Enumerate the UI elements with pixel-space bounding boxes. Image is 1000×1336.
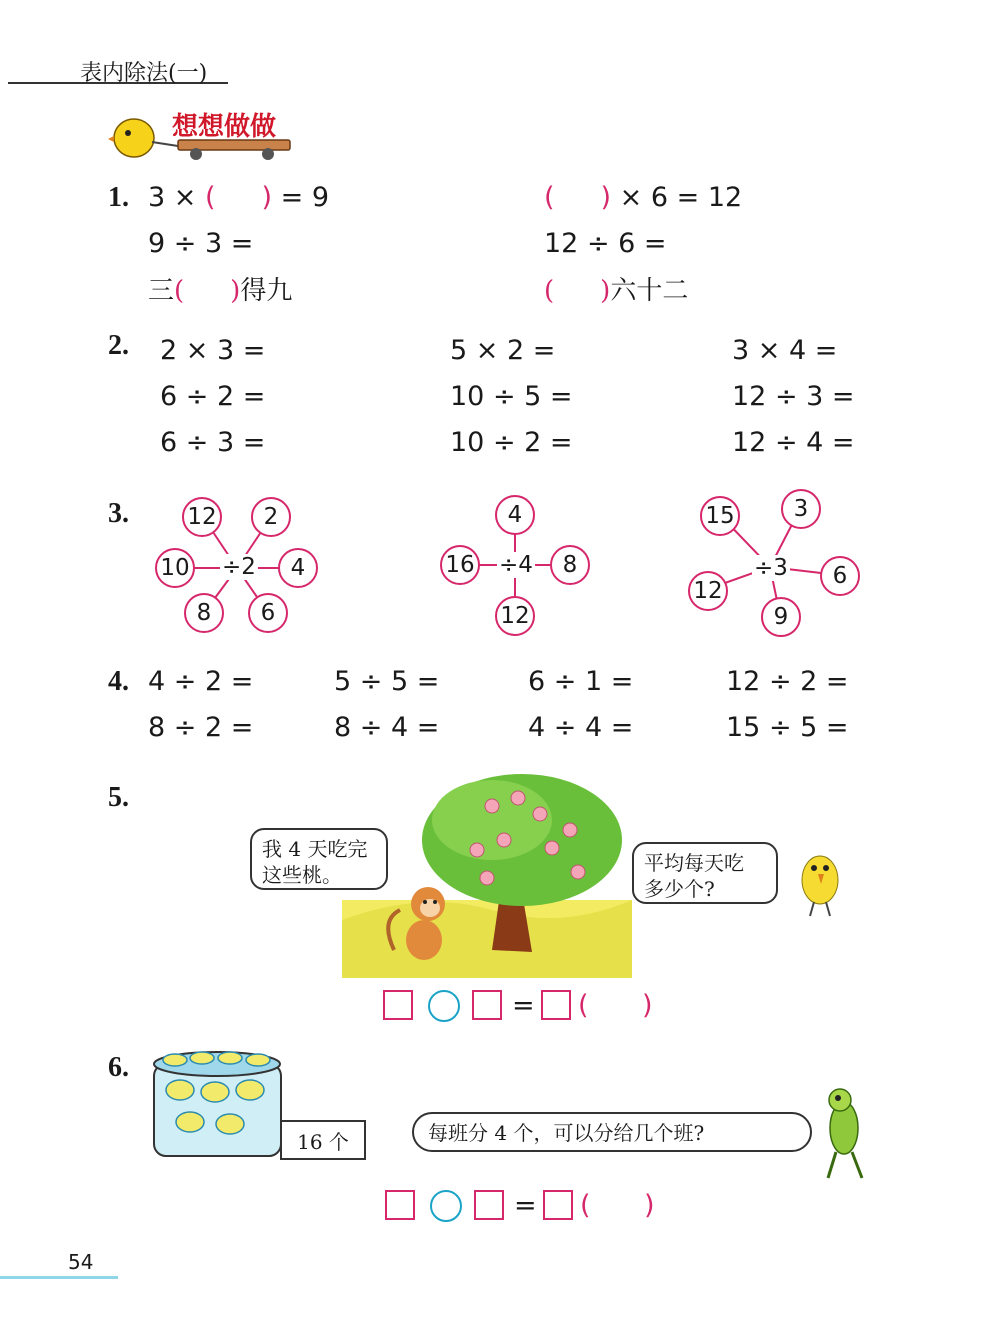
q1-item-3: 9 ÷ 3 =	[148, 228, 254, 259]
open-paren: (	[544, 276, 555, 306]
q6-unit-open-paren: (	[580, 1190, 591, 1221]
flower-1-petal: 8	[184, 593, 224, 633]
q5-answer-box[interactable]	[472, 990, 502, 1020]
q5-unit-close-paren: )	[642, 990, 653, 1021]
flower-3-petal: 6	[820, 556, 860, 596]
q6-equals: =	[514, 1190, 537, 1221]
q2-expr: 3 × 4 =	[732, 335, 838, 366]
close-paren: )	[230, 276, 241, 306]
q2-expr: 12 ÷ 3 =	[732, 381, 855, 412]
q4-expr: 6 ÷ 1 =	[528, 666, 634, 697]
flower-1-center: ÷2	[222, 554, 256, 580]
q4-expr: 4 ÷ 4 =	[528, 712, 634, 743]
q2-expr: 12 ÷ 4 =	[732, 427, 855, 458]
q4-expr: 12 ÷ 2 =	[726, 666, 849, 697]
chapter-title: 表内除法(一)	[80, 61, 208, 86]
flower-1-petal: 2	[251, 497, 291, 537]
q2-expr: 5 × 2 =	[450, 335, 556, 366]
flower-3-center: ÷3	[754, 555, 788, 581]
flower-1-petal: 10	[155, 548, 195, 588]
q3-number: 3.	[108, 498, 129, 529]
q6-number: 6.	[108, 1052, 129, 1083]
flower-3-petal: 3	[781, 489, 821, 529]
q2-expr: 10 ÷ 5 =	[450, 381, 573, 412]
q4-expr: 5 ÷ 5 =	[334, 666, 440, 697]
q2-number: 2.	[108, 330, 129, 361]
flower-3-petal: 12	[688, 571, 728, 611]
open-paren: (	[544, 182, 555, 213]
q4-expr: 15 ÷ 5 =	[726, 712, 849, 743]
close-paren: )	[600, 182, 612, 213]
q1-item-5	[148, 270, 292, 307]
q2-expr: 10 ÷ 2 =	[450, 427, 573, 458]
q4-expr: 8 ÷ 4 =	[334, 712, 440, 743]
q4-number: 4.	[108, 666, 129, 697]
flower-1-petal: 12	[182, 497, 222, 537]
flower-3-petal: 15	[700, 496, 740, 536]
bird-speech-line-1: 平均每天吃	[644, 851, 744, 875]
flower-2-center: ÷4	[499, 552, 533, 578]
grasshopper-speech-bubble: 每班分 4 个，可以分给几个班?	[412, 1112, 812, 1152]
q1-item-1	[148, 182, 329, 213]
q1-item-6	[544, 270, 688, 307]
q2-expr: 6 ÷ 3 =	[160, 427, 266, 458]
close-paren: )	[261, 182, 273, 213]
q1-item-1-result: = 9	[272, 182, 330, 213]
bird-speech-line-2: 多少个?	[644, 877, 715, 901]
flower-2-petal: 12	[495, 596, 535, 636]
page-number: 54	[68, 1250, 94, 1274]
monkey-speech-line-2: 这些桃。	[262, 863, 342, 887]
jar-label-tag	[280, 1120, 366, 1160]
footer-rule	[0, 1276, 118, 1279]
section-title: 想想做做	[172, 112, 277, 142]
q5-unit-open-paren: (	[578, 990, 589, 1021]
q5-number: 5.	[108, 782, 129, 813]
q6-answer-box[interactable]	[474, 1190, 504, 1220]
q1-item-2-result: × 6 = 12	[611, 182, 743, 213]
q4-expr: 8 ÷ 2 =	[148, 712, 254, 743]
monkey-speech-line-1: 我 4 天吃完	[262, 837, 368, 861]
monkey-speech-bubble	[250, 828, 388, 890]
jar-icon	[150, 1050, 285, 1160]
bird-icon	[786, 840, 854, 918]
q1-item-2	[544, 182, 742, 213]
flower-2-petal: 16	[440, 545, 480, 585]
bird-speech-bubble	[632, 842, 778, 904]
q1-item-5-text: 三	[148, 276, 175, 306]
open-paren: (	[204, 182, 216, 213]
q5-answer-box[interactable]	[383, 990, 413, 1020]
flower-1-petal: 6	[248, 593, 288, 633]
flower-2-petal: 8	[550, 545, 590, 585]
q6-answer-box[interactable]	[385, 1190, 415, 1220]
q6-answer-box[interactable]	[543, 1190, 573, 1220]
q4-expr: 4 ÷ 2 =	[148, 666, 254, 697]
flower-1-petal: 4	[278, 548, 318, 588]
jar-label-text: 16 个	[297, 1129, 349, 1154]
flower-3-petal: 9	[761, 597, 801, 637]
monkey-icon	[380, 880, 470, 970]
q6-operator-circle[interactable]	[430, 1190, 462, 1222]
flower-2-petal: 4	[495, 495, 535, 535]
q5-operator-circle[interactable]	[428, 990, 460, 1022]
grasshopper-icon	[814, 1082, 874, 1182]
q5-answer-box[interactable]	[541, 990, 571, 1020]
q6-unit-close-paren: )	[644, 1190, 655, 1221]
q2-expr: 2 × 3 =	[160, 335, 266, 366]
q1-item-5-result: 得九	[240, 276, 293, 306]
q2-expr: 6 ÷ 2 =	[160, 381, 266, 412]
open-paren: (	[174, 276, 185, 306]
q1-item-1-text: 3 ×	[148, 182, 205, 213]
close-paren: )	[600, 276, 611, 306]
q5-equals: =	[512, 990, 535, 1021]
q1-item-4: 12 ÷ 6 =	[544, 228, 667, 259]
q1-number: 1.	[108, 182, 129, 213]
q1-item-6-result: 六十二	[610, 276, 689, 306]
